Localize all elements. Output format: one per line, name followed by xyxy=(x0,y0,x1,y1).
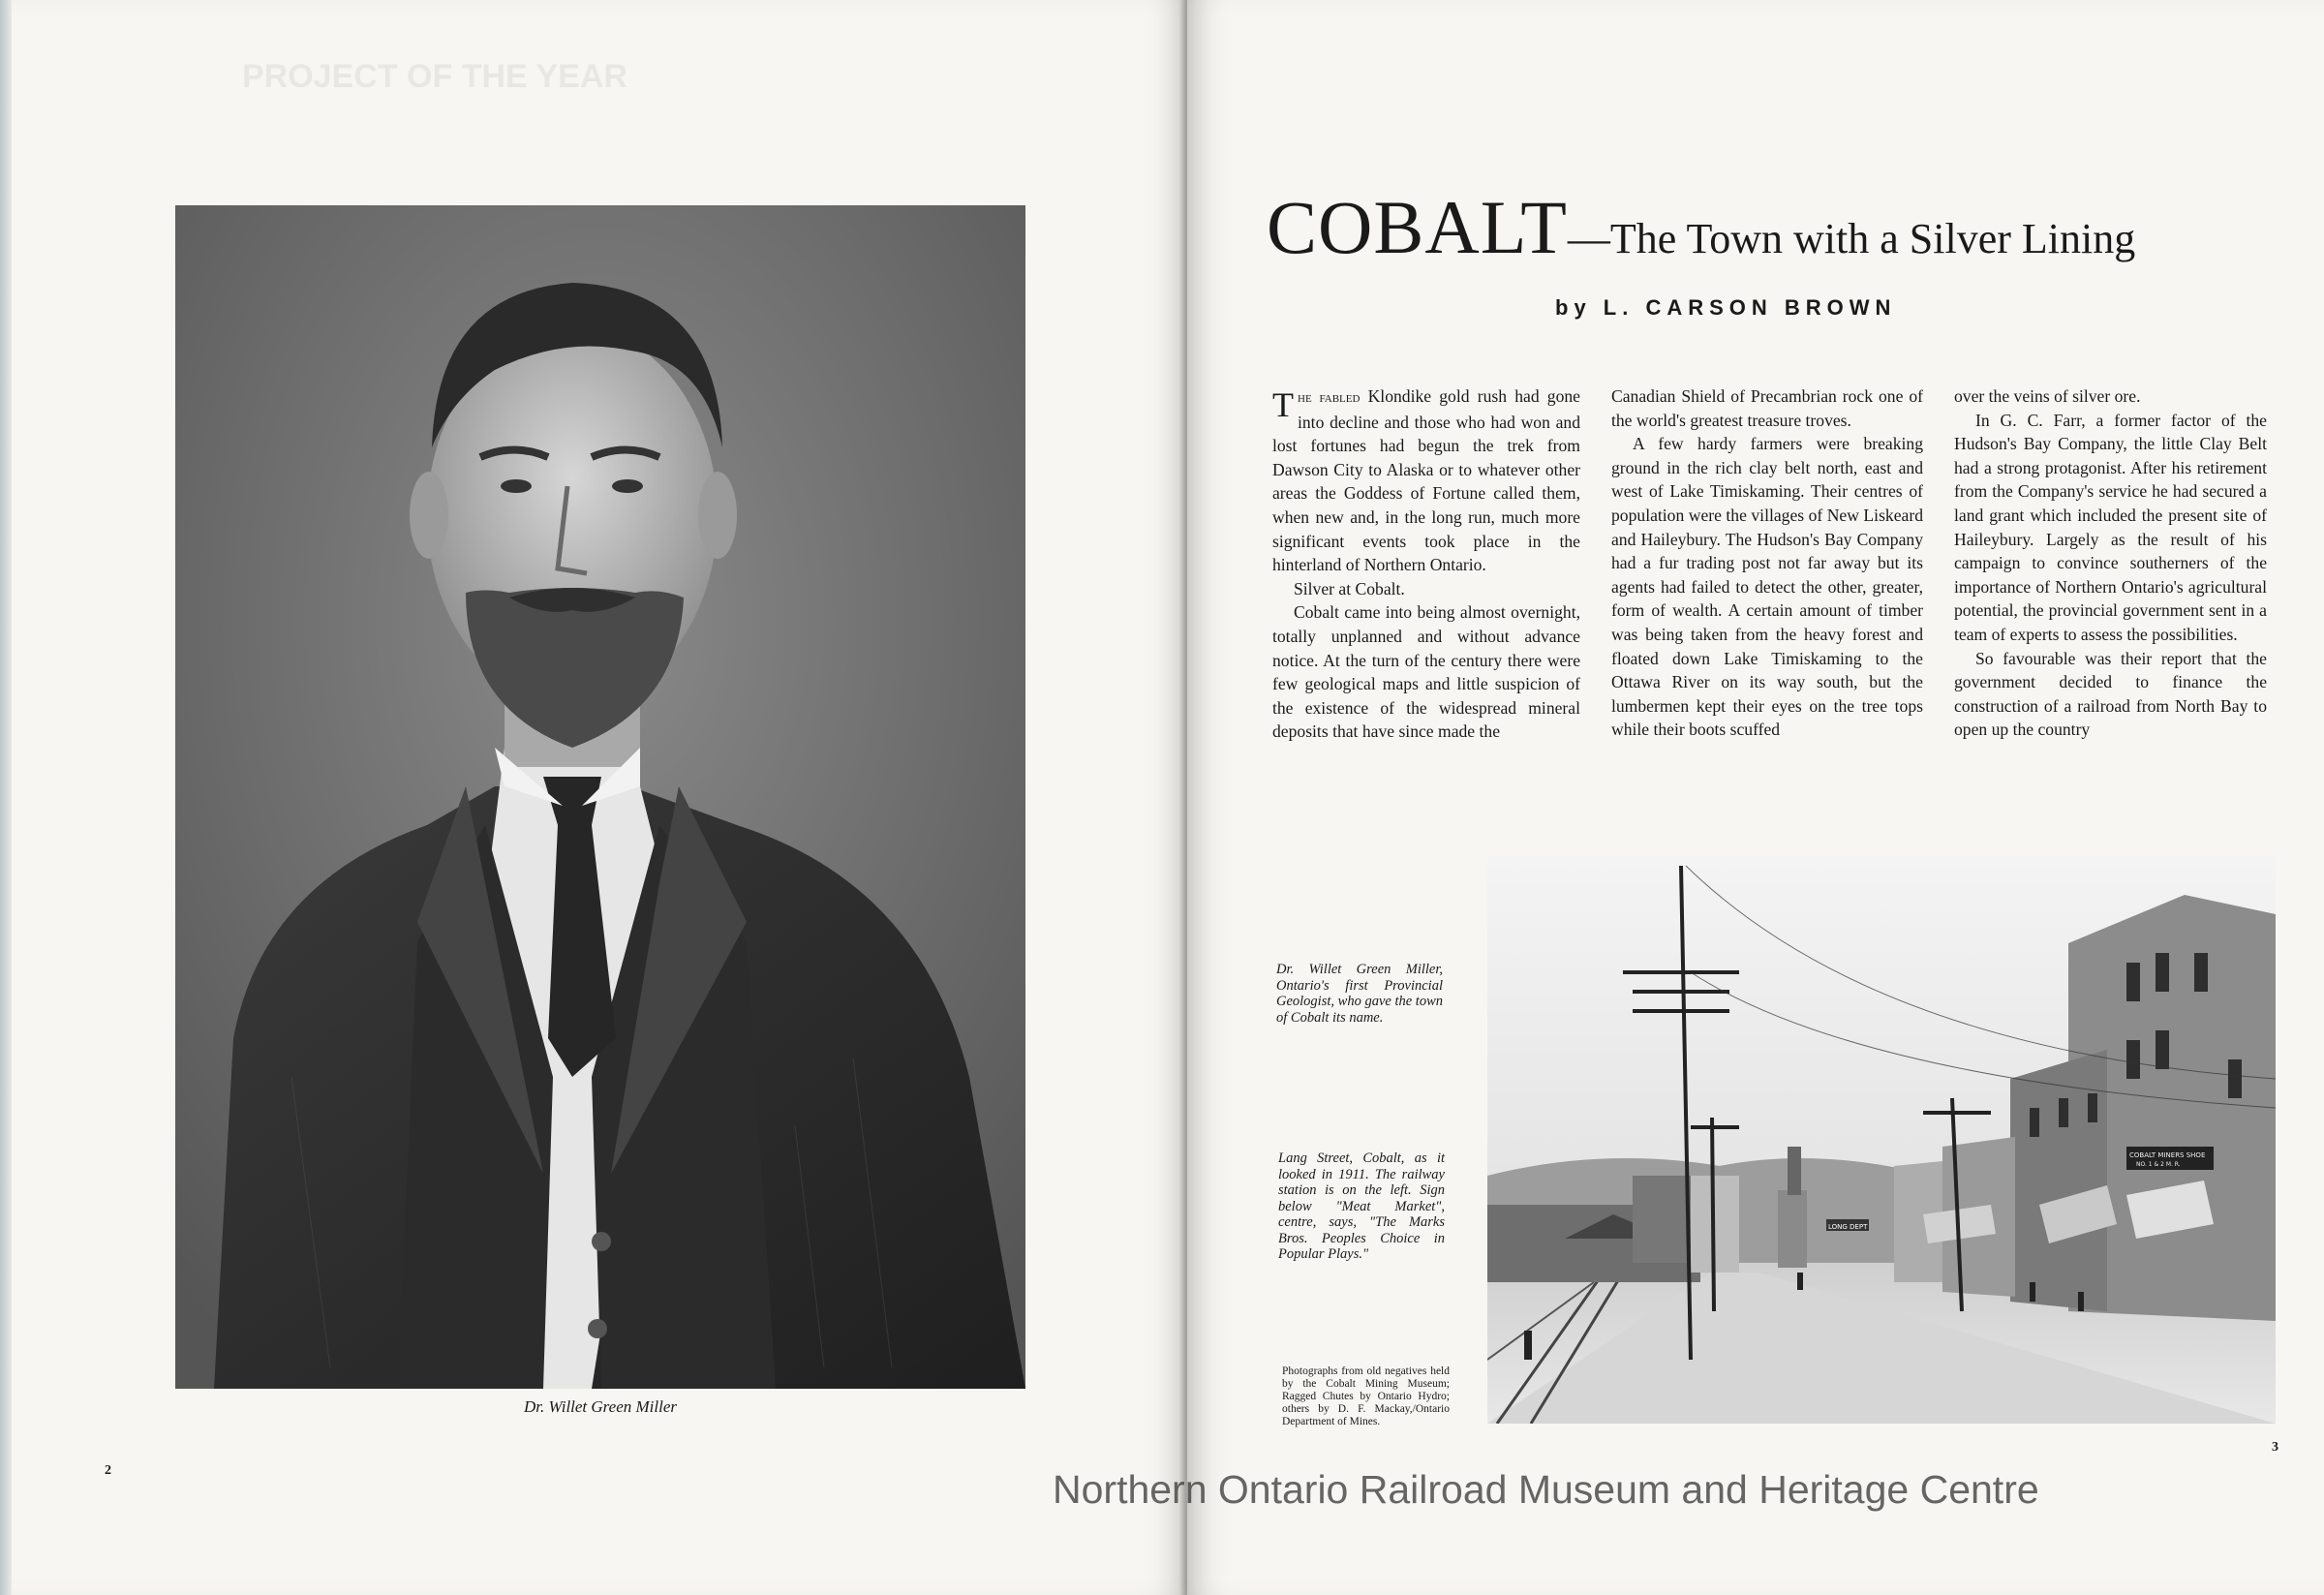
text-column-1 xyxy=(1272,384,1580,744)
paragraph: A few hardy farmers were breaking ground in the rich clay belt north, east and west of Lake Timiskaming. Their centres of population were the villages of New Liskeard and Haileybury. The Hudson's Bay Company had a fur trading post not far away but its agents had failed to detect the other, greater, form of wealth. A certain amount of timber was being taken from the heavy forest and floated down Lake Timiskaming to the Ottawa River on its way south, but the lumbermen kept their eyes on the tree tops while their boots scuffed xyxy=(1611,434,1923,740)
paragraph: In G. C. Farr, a former factor of the Hudson's Bay Company, the little Clay Belt had a strong protagonist. After his retirement from the Company's service he had secured a land grant which included the present site of Haileybury. Largely as the result of his campaign to convince southerners of the importance of Northern Ontario's agricultural potential, the provincial government sent in a team of experts to assess the possibilities. xyxy=(1954,410,2267,644)
paragraph: So favourable was their report that the government decided to finance the construction of a railroad from North Bay to open up the country xyxy=(1954,648,2267,740)
museum-watermark: Northern Ontario Railroad Museum and Heritage Centre xyxy=(1053,1467,2039,1512)
article-title xyxy=(1267,184,2274,271)
text-column-2 xyxy=(1611,384,1923,742)
paragraph: Canadian Shield of Precambrian rock one of the world's greatest treasure troves. xyxy=(1611,386,1923,430)
title-subtitle: —The Town with a Silver Lining xyxy=(1567,215,2136,262)
depot-sign-text: LONG DEPT xyxy=(1828,1223,1868,1231)
show-through-text: PROJECT OF THE YEAR xyxy=(242,58,627,95)
lead-in: he fabled xyxy=(1298,389,1361,406)
paragraph: over the veins of silver ore. xyxy=(1954,386,2141,406)
paragraph: Cobalt came into being almost overnight, totally unplanned and without advance notice. At the turn of the century there were few geological maps and little suspicion of the existence of the widespread mineral deposits that have since made the xyxy=(1272,602,1580,742)
street-photo-caption: Lang Street, Cobalt, as it looked in 1911. The railway station is on the left. Sign below "Meat Market", centre, says, "The Marks Bros. Peoples Choice in Popular Plays." xyxy=(1278,1150,1445,1262)
byline: by L. CARSON BROWN xyxy=(1555,295,1897,320)
store-sign-text: COBALT MINERS SHOE xyxy=(2129,1151,2206,1159)
cover-edge xyxy=(0,0,12,1595)
portrait-photo xyxy=(175,205,1025,1389)
photo-credits: Photographs from old negatives held by the Cobalt Mining Museum; Ragged Chutes by Ontario Hydro; others by D. F. Mackay,/Ontario Department of Mines. xyxy=(1282,1365,1450,1427)
store-sign-text-2: NO. 1 & 2 M. R. xyxy=(2136,1161,2181,1168)
paragraph: Silver at Cobalt. xyxy=(1294,578,1405,598)
paragraph xyxy=(1272,384,1580,577)
title-main: COBALT xyxy=(1267,185,1568,269)
text-column-3 xyxy=(1954,384,2267,742)
paragraph-text: Klondike gold rush had gone into decline and those who had won and lost fortunes had begun the trek from Dawson City to Alaska or to whatever other areas the Goddess of Fortune called them, when new and, in the long run, much more significant events took place in the hinterland of Northern Ontario. xyxy=(1272,386,1580,575)
drop-cap: T xyxy=(1272,385,1294,424)
street-photo xyxy=(1487,856,2276,1424)
portrait-caption: Dr. Willet Green Miller xyxy=(523,1397,677,1416)
page-number-right: 3 xyxy=(2272,1440,2278,1455)
page-number-left: 2 xyxy=(105,1463,111,1478)
portrait-side-caption: Dr. Willet Green Miller, Ontario's first Provincial Geologist, who gave the town of Cobalt its name. xyxy=(1276,962,1443,1026)
